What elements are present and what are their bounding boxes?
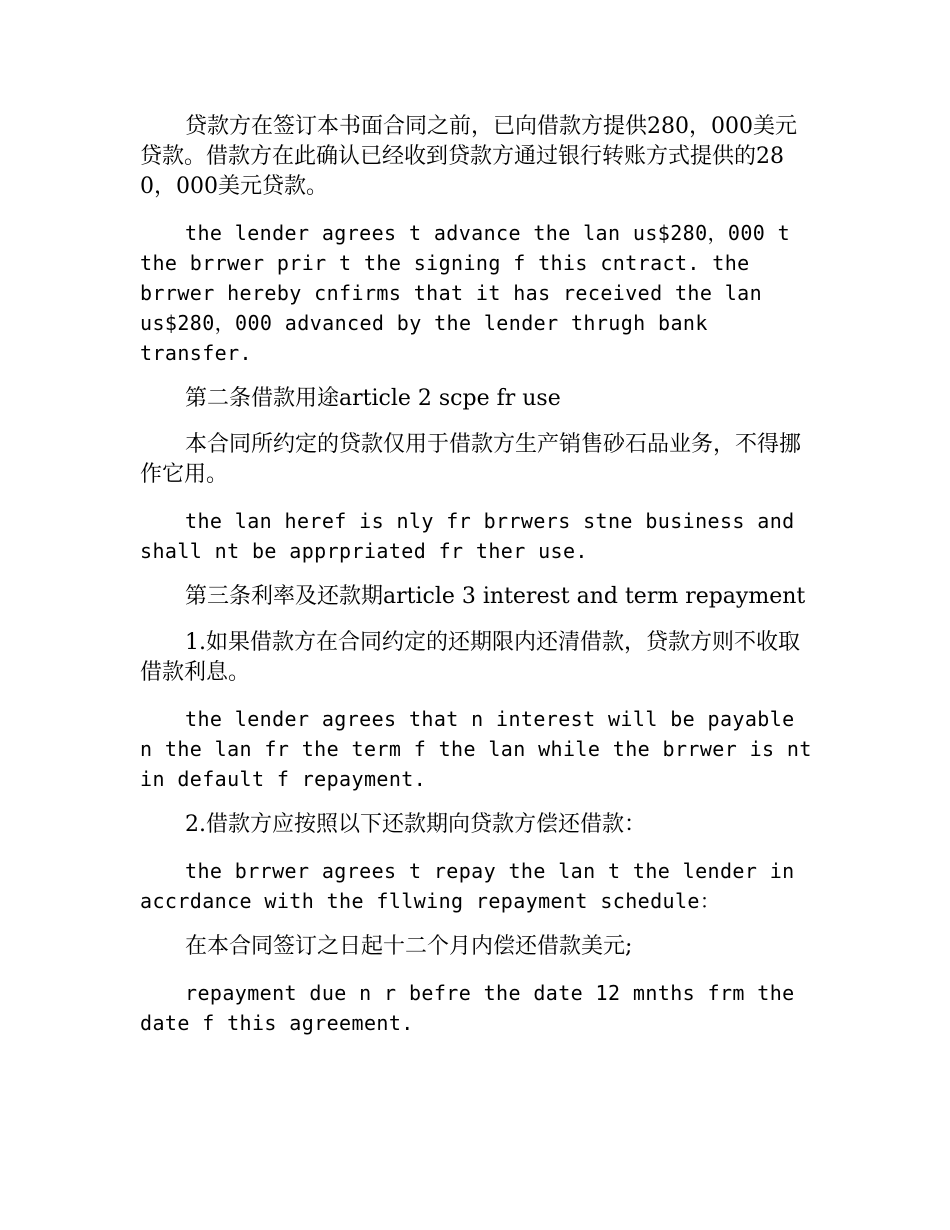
paragraph-schedule-en: repayment due n r befre the date 12 mnths frm the date f this agreement. bbox=[140, 981, 795, 1035]
paragraph-repayment-zh: 2.借款方应按照以下还款期向贷款方偿还借款： bbox=[185, 812, 646, 837]
paragraph-scope-zh: 本合同所约定的贷款仅用于借款方生产销售砂石品业务，不得挪作它用。 bbox=[140, 432, 802, 487]
article-3-heading: 第三条利率及还款期article 3 interest and term repayment bbox=[185, 584, 806, 609]
paragraph-scope-en: the lan heref is nly fr brrwers stne business and shall nt be apprpriated fr ther use. bbox=[140, 509, 795, 563]
paragraph-loan-advance-en: the lender agrees t advance the lan us$280，000 t the brrwer prir t the signing f this cntract. the brrwer hereby cnfirms that it has received the lan us$280，000 advanced by the lender thrugh bank transfer. bbox=[140, 221, 791, 365]
paragraph-loan-advance-zh: 贷款方在签订本书面合同之前，已向借款方提供280，000美元贷款。借款方在此确认已经收到贷款方通过银行转账方式提供的280，000美元贷款。 bbox=[140, 114, 797, 199]
paragraph-schedule-zh: 在本合同签订之日起十二个月内偿还借款美元; bbox=[185, 934, 633, 959]
paragraph-repayment-en: the brrwer agrees t repay the lan t the lender in accrdance with the fllwing repayment schedule： bbox=[140, 859, 795, 913]
article-2-heading: 第二条借款用途article 2 scpe fr use bbox=[185, 386, 561, 411]
paragraph-interest-en: the lender agrees that n interest will be payable n the lan fr the term f the lan while the brrwer is nt in default f repayment. bbox=[140, 707, 812, 791]
paragraph-interest-zh: 1.如果借款方在合同约定的还期限内还清借款，贷款方则不收取借款利息。 bbox=[140, 630, 800, 685]
document-page bbox=[140, 112, 812, 1054]
